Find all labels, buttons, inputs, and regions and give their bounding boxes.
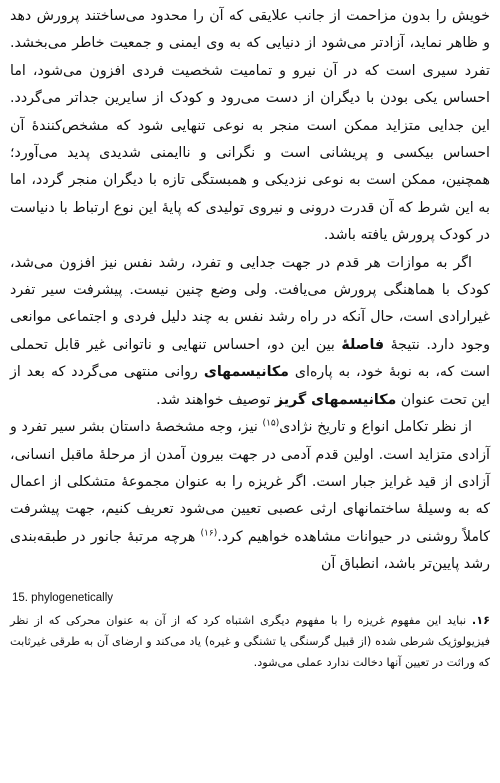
emphasized-term: مکانیسمهای xyxy=(203,364,289,381)
footnote-15: 15. phylogenetically xyxy=(12,591,114,604)
paragraph-2 xyxy=(10,250,490,414)
book-page xyxy=(10,3,490,779)
text-run: روانی منتهی می‌گردد که بعد از این تحت عنوان xyxy=(10,364,490,408)
footnote-16-text: نباید این مفهوم غریزه را با مفهوم دیگری اشتباه کرد که از آن به عنوان محرکی که از نظر فیزیولوژیک شرطی شده (از قبیل گرسنگی یا تشنگی و غیره) یاد می‌کند و ارضای آن به طرقی غیرثابت که وراثت در تعیین آنها دخالت ندارد عملی می‌شود. xyxy=(10,613,490,669)
main-text xyxy=(10,3,490,579)
emphasized-term: مکانیسمهای گریز xyxy=(275,391,397,408)
footnote-16-number: ۱۶. xyxy=(471,613,490,627)
footnote-reference: (۱۵) xyxy=(262,418,280,429)
footnote-16 xyxy=(10,610,490,673)
text-run: از نظر تکامل انواع و تاریخ نژادی xyxy=(279,419,472,436)
text-run: بین این دو، احساس تنهایی و ناتوانی غیر قابل تحملی است که، به نوبهٔ خود، به پاره‌ای xyxy=(10,336,491,381)
text-run: خویش را بدون مزاحمت از جانب علایقی که آن را محدود می‌ساختند پرورش دهد و ظاهر نماید، آزادتر می‌شود از دنیایی که به وی ایمنی و جمعیت خاطر می‌بخشد. تفرد سیری است که در آن نیرو و تمامیت شخصیت فردی افزون می‌شود، اما احساس یکی بودن با دیگران از دست می‌رود و کودک از سایرین جداتر می‌گردد. این جدایی متزاید ممکن است منجر به نوعی تنهایی شود که مشخص‌کنندهٔ آن احساس بیکسی و پریشانی است و نگرانی و ناایمنی شدیدی پدید می‌آورد؛ همچنین، ممکن است به نوعی نزدیکی و همبستگی تازه با دیگران منجر گردد، اما به این شرط که آن قدرت درونی و نیروی تولیدی که پایهٔ این نوع ارتباط با دنیاست در کودک پرورش یافته باشد. xyxy=(10,8,490,244)
paragraph-1 xyxy=(10,3,490,250)
emphasized-term: فاصلهٔ xyxy=(341,336,385,353)
text-run: اگر به موازات هر قدم در جهت جدایی و تفرد، رشد نفس نیز افزون می‌شد، کودک با هماهنگی پرورش می‌یافت. ولی وضع چنین نیست. پیشرفت سیر تفرد غیرارادی است، حال آنکه در راه رشد نفس به چند دلیل فردی و اجتماعی موانعی وجود دارد. نتیجهٔ xyxy=(10,254,490,353)
text-run: توصیف خواهند شد. xyxy=(156,391,275,408)
footnote-reference: (۱۶) xyxy=(200,527,218,538)
paragraph-3 xyxy=(10,414,490,578)
text-run: نیز، وجه مشخصهٔ داستان بشر سیر تفرد و آزادی متزاید است. اولین قدم آدمی در جهت بیرون آمدن از مرحلهٔ ماقبل انسانی، آزادی از قید غرایز جبار است. اگر غریزه را به عنوان مجموعهٔ متشکلی از اعمال که به وسیلهٔ ساختمانهای ارثی عصبی تعیین می‌شود تعریف کنیم، جهت پیشرفت کاملاً روشنی در حیوانات مشاهده خواهیم کرد. xyxy=(10,419,490,545)
text-run: هرچه مرتبهٔ جانور در طبقه‌بندی رشد پایین‌تر باشد، انطباق آن xyxy=(10,528,490,573)
